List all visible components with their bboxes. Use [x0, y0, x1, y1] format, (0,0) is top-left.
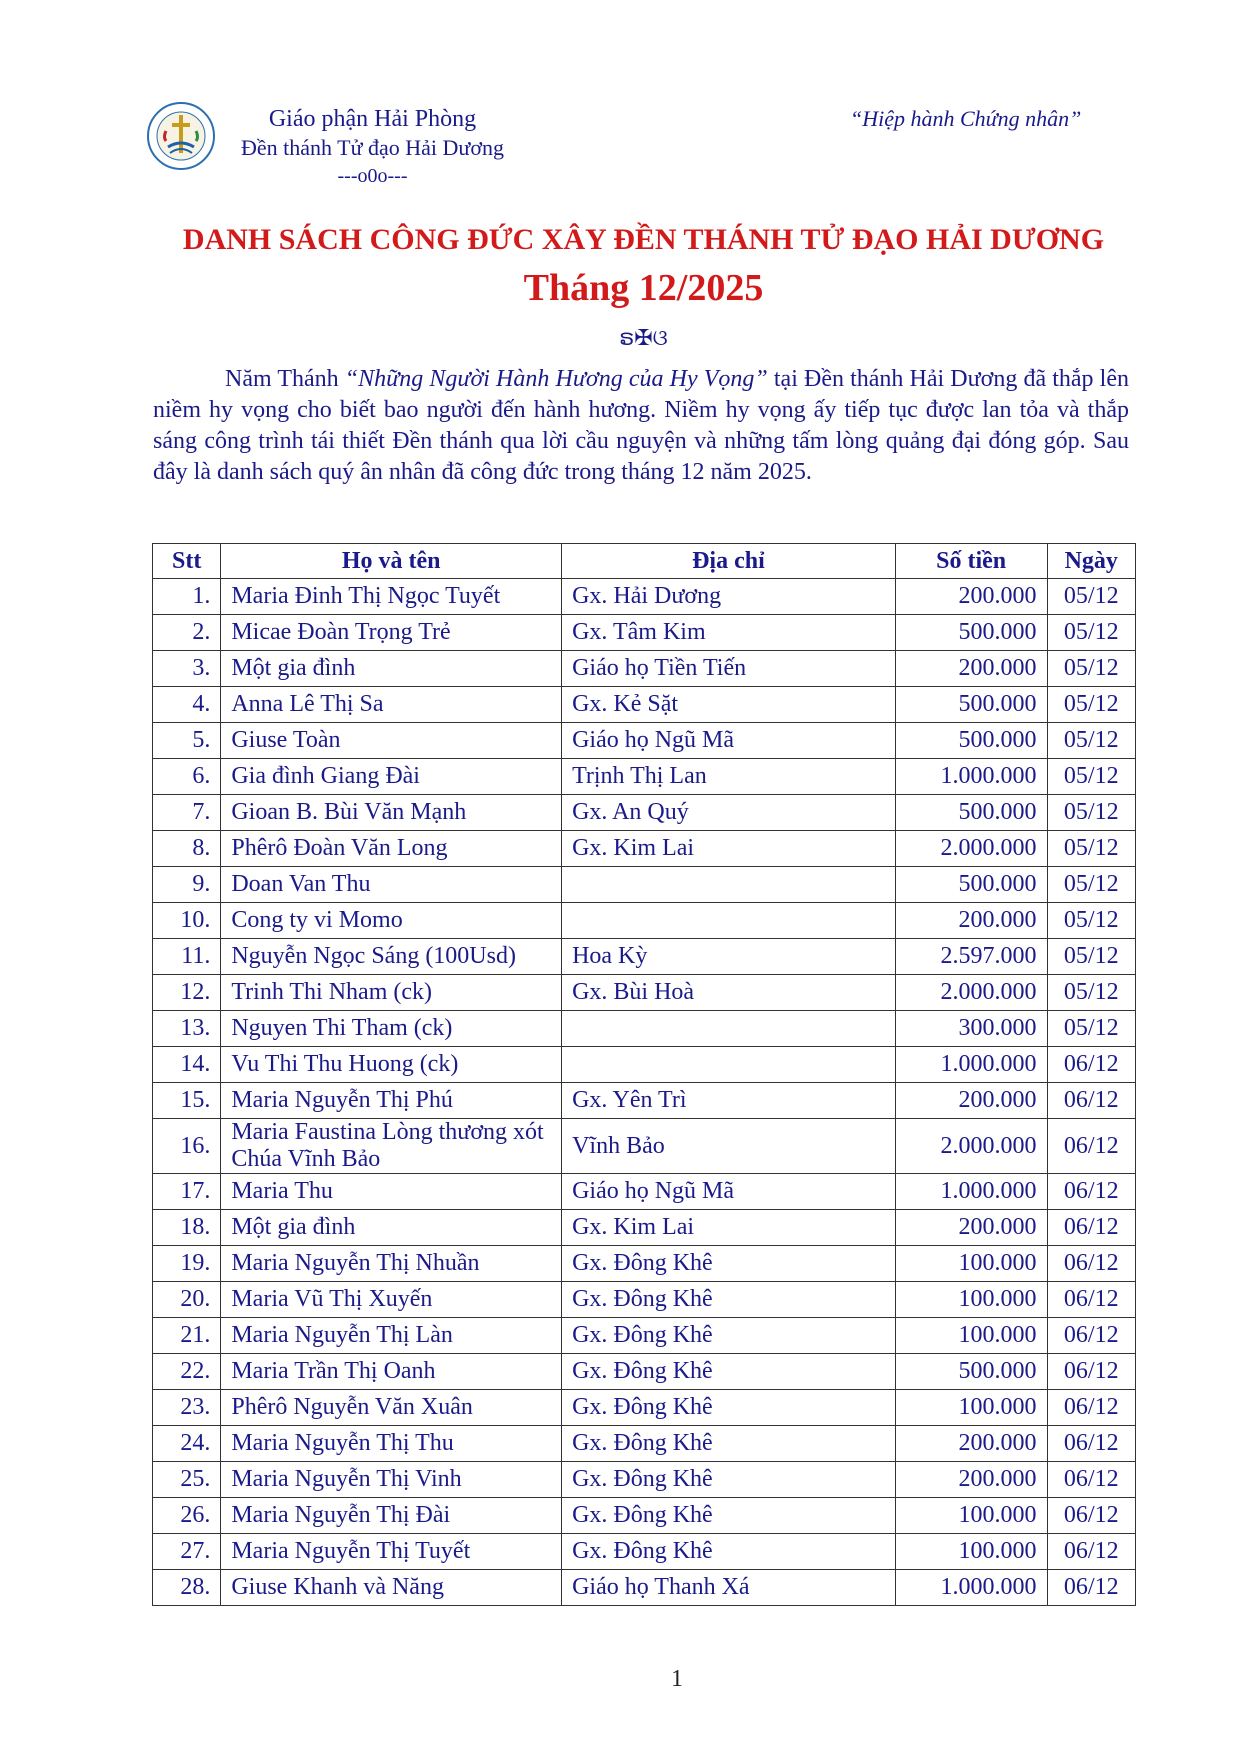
row-amount: 100.000 [895, 1390, 1047, 1426]
row-name: Doan Van Thu [221, 867, 562, 903]
row-address: Giáo họ Tiền Tiến [562, 651, 896, 687]
row-amount: 200.000 [895, 903, 1047, 939]
row-date: 05/12 [1047, 939, 1135, 975]
row-date: 06/12 [1047, 1498, 1135, 1534]
row-stt: 10. [153, 903, 221, 939]
row-amount: 200.000 [895, 651, 1047, 687]
row-name: Vu Thi Thu Huong (ck) [221, 1047, 562, 1083]
row-address: Vĩnh Bảo [562, 1119, 896, 1174]
row-stt: 18. [153, 1210, 221, 1246]
row-date: 06/12 [1047, 1119, 1135, 1174]
row-stt: 4. [153, 687, 221, 723]
row-amount: 100.000 [895, 1318, 1047, 1354]
row-address: Gx. Tâm Kim [562, 615, 896, 651]
row-date: 06/12 [1047, 1047, 1135, 1083]
row-address [562, 867, 896, 903]
row-stt: 15. [153, 1083, 221, 1119]
table-row [153, 1246, 1136, 1282]
row-stt: 13. [153, 1011, 221, 1047]
row-address: Gx. An Quý [562, 795, 896, 831]
row-name: Giuse Toàn [221, 723, 562, 759]
row-name: Phêrô Nguyễn Văn Xuân [221, 1390, 562, 1426]
table-row [153, 1318, 1136, 1354]
row-name: Nguyễn Ngọc Sáng (100Usd) [221, 939, 562, 975]
table-row [153, 1498, 1136, 1534]
row-amount: 2.597.000 [895, 939, 1047, 975]
table-row [153, 1210, 1136, 1246]
row-address: Gx. Đông Khê [562, 1390, 896, 1426]
table-row [153, 939, 1136, 975]
header-stt: Stt [153, 544, 221, 579]
row-name: Gia đình Giang Đài [221, 759, 562, 795]
row-amount: 100.000 [895, 1498, 1047, 1534]
row-stt: 12. [153, 975, 221, 1011]
row-address: Giáo họ Ngũ Mã [562, 1174, 896, 1210]
row-amount: 2.000.000 [895, 975, 1047, 1011]
row-stt: 8. [153, 831, 221, 867]
header-address: Địa chỉ [562, 544, 896, 579]
row-stt: 27. [153, 1534, 221, 1570]
row-date: 06/12 [1047, 1354, 1135, 1390]
row-amount: 100.000 [895, 1534, 1047, 1570]
ornament-divider: ຣ✠ଓ [619, 325, 668, 350]
row-date: 05/12 [1047, 759, 1135, 795]
row-name: Trinh Thi Nham (ck) [221, 975, 562, 1011]
row-stt: 3. [153, 651, 221, 687]
row-name: Giuse Khanh và Năng [221, 1570, 562, 1606]
table-row [153, 1282, 1136, 1318]
row-stt: 16. [153, 1119, 221, 1174]
row-amount: 100.000 [895, 1282, 1047, 1318]
intro-before: Năm Thánh [225, 366, 345, 392]
table-row [153, 579, 1136, 615]
row-stt: 26. [153, 1498, 221, 1534]
document-title: DANH SÁCH CÔNG ĐỨC XÂY ĐỀN THÁNH TỬ ĐẠO HẢI DƯƠNG [182, 223, 1105, 256]
row-amount: 100.000 [895, 1246, 1047, 1282]
row-stt: 28. [153, 1570, 221, 1606]
row-name: Maria Nguyễn Thị Làn [221, 1318, 562, 1354]
table-row [153, 1426, 1136, 1462]
row-name: Maria Vũ Thị Xuyến [221, 1282, 562, 1318]
row-address: Gx. Đông Khê [562, 1282, 896, 1318]
diocese-name: Giáo phận Hải Phòng [268, 106, 477, 132]
row-address: Gx. Đông Khê [562, 1246, 896, 1282]
row-name: Một gia đình [221, 1210, 562, 1246]
table-row [153, 795, 1136, 831]
row-address: Gx. Yên Trì [562, 1083, 896, 1119]
row-address: Gx. Đông Khê [562, 1354, 896, 1390]
table-row [153, 1174, 1136, 1210]
row-address [562, 1047, 896, 1083]
row-address: Gx. Đông Khê [562, 1462, 896, 1498]
intro-after: tại Đền thánh Hải Dương đã thắp lên niềm hy vọng cho biết bao người đến hành hương. Niềm hy vọng ấy tiếp tục được lan tỏa và thắp sáng công trình tái thiết Đền thánh qua lời cầu nguyện và những tấm lòng quảng đại đóng góp. Sau đây là danh sách quý ân nhân đã công đức trong tháng 12 năm 2025. [153, 366, 1129, 485]
row-address [562, 1011, 896, 1047]
row-stt: 11. [153, 939, 221, 975]
row-date: 06/12 [1047, 1534, 1135, 1570]
row-name: Một gia đình [221, 651, 562, 687]
organization-block [200, 104, 545, 190]
row-date: 05/12 [1047, 975, 1135, 1011]
row-stt: 24. [153, 1426, 221, 1462]
row-date: 05/12 [1047, 615, 1135, 651]
table-row [153, 1354, 1136, 1390]
intro-paragraph [153, 364, 1129, 488]
row-stt: 6. [153, 759, 221, 795]
row-stt: 7. [153, 795, 221, 831]
row-address: Gx. Hải Dương [562, 579, 896, 615]
motto: “Hiệp hành Chứng nhân” [850, 106, 1082, 131]
row-address: Gx. Kẻ Sặt [562, 687, 896, 723]
row-name: Maria Thu [221, 1174, 562, 1210]
row-address [562, 903, 896, 939]
row-stt: 5. [153, 723, 221, 759]
row-date: 06/12 [1047, 1390, 1135, 1426]
table-row [153, 1570, 1136, 1606]
row-stt: 19. [153, 1246, 221, 1282]
row-date: 06/12 [1047, 1426, 1135, 1462]
table-header-row [153, 544, 1136, 579]
row-amount: 200.000 [895, 1083, 1047, 1119]
row-address: Giáo họ Ngũ Mã [562, 723, 896, 759]
table-row [153, 687, 1136, 723]
table-row [153, 1390, 1136, 1426]
row-amount: 2.000.000 [895, 831, 1047, 867]
row-address: Giáo họ Thanh Xá [562, 1570, 896, 1606]
row-stt: 9. [153, 867, 221, 903]
row-stt: 22. [153, 1354, 221, 1390]
row-date: 06/12 [1047, 1318, 1135, 1354]
row-address: Gx. Đông Khê [562, 1426, 896, 1462]
row-name: Maria Nguyễn Thị Vinh [221, 1462, 562, 1498]
row-stt: 20. [153, 1282, 221, 1318]
row-stt: 23. [153, 1390, 221, 1426]
table-row [153, 1534, 1136, 1570]
row-name: Maria Faustina Lòng thương xót Chúa Vĩnh Bảo [221, 1119, 562, 1174]
page-number: 1 [671, 1666, 683, 1692]
row-amount: 500.000 [895, 687, 1047, 723]
row-amount: 200.000 [895, 1462, 1047, 1498]
row-amount: 500.000 [895, 867, 1047, 903]
table-row [153, 975, 1136, 1011]
table-row [153, 759, 1136, 795]
table-row [153, 1047, 1136, 1083]
header-name: Họ và tên [221, 544, 562, 579]
row-address: Gx. Kim Lai [562, 831, 896, 867]
row-name: Anna Lê Thị Sa [221, 687, 562, 723]
row-stt: 1. [153, 579, 221, 615]
row-stt: 17. [153, 1174, 221, 1210]
row-amount: 1.000.000 [895, 1174, 1047, 1210]
table-row [153, 723, 1136, 759]
row-amount: 2.000.000 [895, 1119, 1047, 1174]
row-name: Maria Nguyễn Thị Nhuần [221, 1246, 562, 1282]
row-amount: 200.000 [895, 1210, 1047, 1246]
row-address: Gx. Kim Lai [562, 1210, 896, 1246]
row-address: Gx. Đông Khê [562, 1318, 896, 1354]
row-date: 05/12 [1047, 723, 1135, 759]
document-month: Tháng 12/2025 [523, 267, 764, 309]
table-row [153, 615, 1136, 651]
row-date: 05/12 [1047, 867, 1135, 903]
row-amount: 200.000 [895, 579, 1047, 615]
row-name: Maria Đinh Thị Ngọc Tuyết [221, 579, 562, 615]
row-name: Maria Nguyễn Thị Tuyết [221, 1534, 562, 1570]
row-address: Hoa Kỳ [562, 939, 896, 975]
row-stt: 21. [153, 1318, 221, 1354]
row-address: Trịnh Thị Lan [562, 759, 896, 795]
row-stt: 2. [153, 615, 221, 651]
row-date: 05/12 [1047, 795, 1135, 831]
row-date: 05/12 [1047, 831, 1135, 867]
row-stt: 25. [153, 1462, 221, 1498]
table-row [153, 1119, 1136, 1174]
header-date: Ngày [1047, 544, 1135, 579]
row-name: Micae Đoàn Trọng Trẻ [221, 615, 562, 651]
row-name: Maria Trần Thị Oanh [221, 1354, 562, 1390]
row-name: Maria Nguyễn Thị Phú [221, 1083, 562, 1119]
row-name: Phêrô Đoàn Văn Long [221, 831, 562, 867]
table-row [153, 1083, 1136, 1119]
donor-table [152, 543, 1136, 1606]
row-date: 05/12 [1047, 687, 1135, 723]
row-name: Nguyen Thi Tham (ck) [221, 1011, 562, 1047]
row-amount: 1.000.000 [895, 1047, 1047, 1083]
row-date: 06/12 [1047, 1246, 1135, 1282]
separator-text: ---o0o--- [337, 165, 408, 187]
row-date: 06/12 [1047, 1570, 1135, 1606]
row-amount: 500.000 [895, 795, 1047, 831]
row-amount: 1.000.000 [895, 1570, 1047, 1606]
row-date: 05/12 [1047, 903, 1135, 939]
row-amount: 1.000.000 [895, 759, 1047, 795]
row-date: 06/12 [1047, 1462, 1135, 1498]
row-date: 06/12 [1047, 1083, 1135, 1119]
row-date: 06/12 [1047, 1282, 1135, 1318]
row-address: Gx. Đông Khê [562, 1498, 896, 1534]
row-amount: 500.000 [895, 723, 1047, 759]
row-amount: 500.000 [895, 1354, 1047, 1390]
table-row [153, 831, 1136, 867]
row-date: 05/12 [1047, 579, 1135, 615]
table-row [153, 1462, 1136, 1498]
row-date: 05/12 [1047, 1011, 1135, 1047]
intro-quote: “Những Người Hành Hương của Hy Vọng” [344, 366, 768, 392]
table-row [153, 903, 1136, 939]
row-name: Maria Nguyễn Thị Đài [221, 1498, 562, 1534]
row-address: Gx. Đông Khê [562, 1534, 896, 1570]
row-amount: 200.000 [895, 1426, 1047, 1462]
row-date: 06/12 [1047, 1174, 1135, 1210]
row-date: 05/12 [1047, 651, 1135, 687]
row-name: Cong ty vi Momo [221, 903, 562, 939]
row-address: Gx. Bùi Hoà [562, 975, 896, 1011]
table-row [153, 1011, 1136, 1047]
shrine-name: Đền thánh Tử đạo Hải Dương [241, 135, 504, 160]
table-row [153, 651, 1136, 687]
table-row [153, 867, 1136, 903]
row-amount: 500.000 [895, 615, 1047, 651]
header-amount: Số tiền [895, 544, 1047, 579]
row-date: 06/12 [1047, 1210, 1135, 1246]
row-name: Gioan B. Bùi Văn Mạnh [221, 795, 562, 831]
row-name: Maria Nguyễn Thị Thu [221, 1426, 562, 1462]
row-amount: 300.000 [895, 1011, 1047, 1047]
row-stt: 14. [153, 1047, 221, 1083]
